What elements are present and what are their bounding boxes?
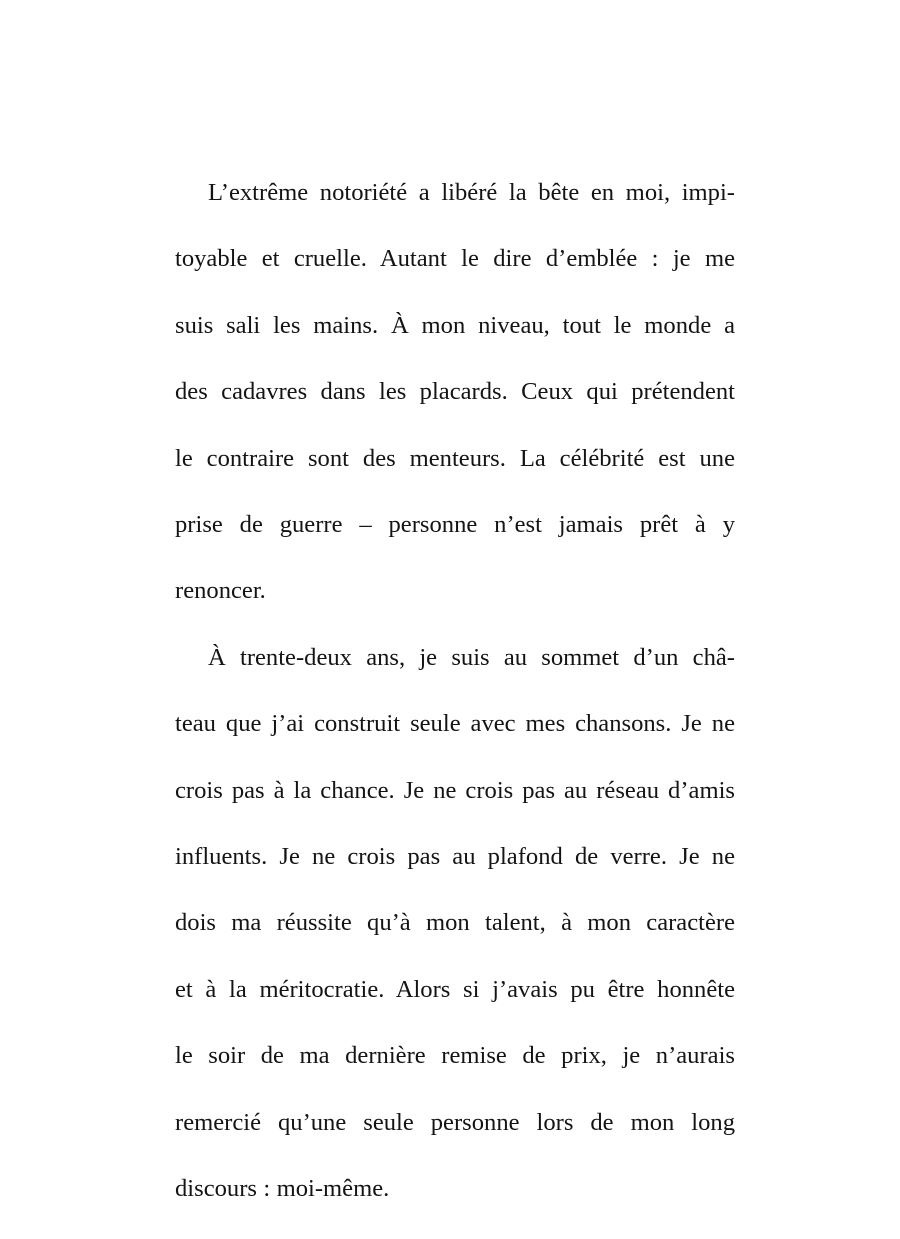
text-line: teau que j’ai construit seule avec mes chansons. Je ne <box>175 710 735 738</box>
body-text-block <box>175 176 735 1239</box>
text-line: et à la méritocratie. Alors si j’avais pu être honnête <box>175 975 735 1003</box>
text-line: prise de guerre – personne n’est jamais prêt à y <box>175 511 735 539</box>
text-line: le contraire sont des menteurs. La célébrité est une <box>175 444 735 472</box>
text-line: toyable et cruelle. Autant le dire d’emblée : je me <box>175 245 735 273</box>
text-line: renoncer. <box>175 577 266 605</box>
text-line: À trente-deux ans, je suis au sommet d’un châ- <box>208 643 735 671</box>
paragraph-2 <box>175 641 735 1239</box>
paragraph-1 <box>175 176 735 641</box>
text-line: discours : moi-même. <box>175 1175 390 1203</box>
text-line: L’extrême notoriété a libéré la bête en moi, impi- <box>208 179 735 206</box>
text-line: des cadavres dans les placards. Ceux qui prétendent <box>175 378 735 406</box>
text-line: suis sali les mains. À mon niveau, tout le monde a <box>175 311 735 339</box>
text-line: influents. Je ne crois pas au plafond de verre. Je ne <box>175 843 735 871</box>
text-line: remercié qu’une seule personne lors de mon long <box>175 1108 735 1136</box>
text-line: dois ma réussite qu’à mon talent, à mon caractère <box>175 909 735 937</box>
text-line: crois pas à la chance. Je ne crois pas au réseau d’amis <box>175 776 735 804</box>
text-line: le soir de ma dernière remise de prix, je n’aurais <box>175 1042 735 1070</box>
